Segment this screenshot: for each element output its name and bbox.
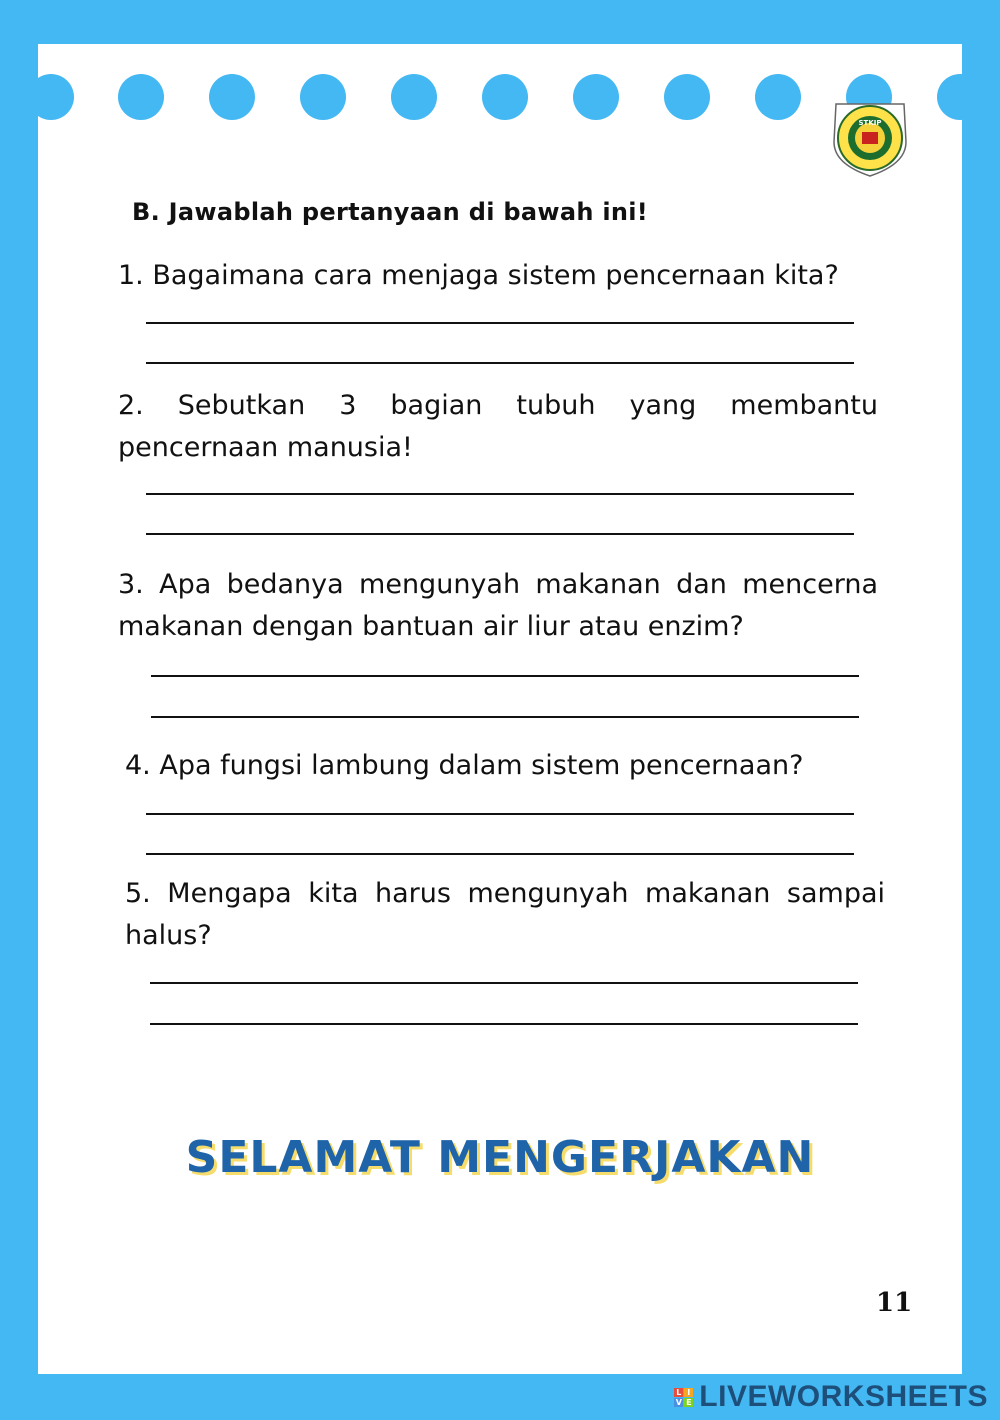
watermark-text: LIVEWORKSHEETS: [699, 1380, 988, 1413]
liveworksheets-watermark: [674, 1378, 988, 1416]
answer-line[interactable]: [150, 1023, 858, 1025]
answer-line[interactable]: [146, 813, 854, 815]
question-5: 5. Mengapa kita harus mengunyah makanan sampai halus?: [125, 878, 885, 951]
answer-line[interactable]: [151, 716, 859, 718]
answer-line[interactable]: [150, 982, 858, 984]
binder-hole: [209, 74, 255, 120]
answer-line[interactable]: [146, 493, 854, 495]
binder-hole: [573, 74, 619, 120]
liveworksheets-logo-icon: L I V E: [675, 1387, 692, 1407]
binder-hole: [28, 74, 74, 120]
answer-line[interactable]: [146, 362, 854, 364]
answer-line[interactable]: [146, 322, 854, 324]
binder-hole: [118, 74, 164, 120]
question-2: 2. Sebutkan 3 bagian tubuh yang membantu pencernaan manusia!: [118, 390, 878, 463]
binder-hole: [482, 74, 528, 120]
svg-text:STKIP: STKIP: [858, 119, 882, 127]
answer-line[interactable]: [146, 533, 854, 535]
binder-hole: [300, 74, 346, 120]
binder-hole: [755, 74, 801, 120]
question-3: 3. Apa bedanya mengunyah makanan dan mencerna makanan dengan bantuan air liur atau enzim?: [118, 569, 878, 642]
binder-hole: [391, 74, 437, 120]
answer-line[interactable]: [151, 675, 859, 677]
page-number: 11: [876, 1288, 913, 1318]
section-title: B. Jawablah pertanyaan di bawah ini!: [132, 198, 649, 226]
question-4: 4. Apa fungsi lambung dalam sistem pencernaan?: [125, 750, 804, 781]
closing-banner: SELAMAT MENGERJAKAN: [185, 1132, 815, 1183]
binder-hole: [664, 74, 710, 120]
question-1: 1. Bagaimana cara menjaga sistem pencernaan kita?: [118, 260, 839, 291]
institution-logo: [828, 98, 912, 178]
binder-hole: [937, 74, 983, 120]
answer-line[interactable]: [146, 853, 854, 855]
